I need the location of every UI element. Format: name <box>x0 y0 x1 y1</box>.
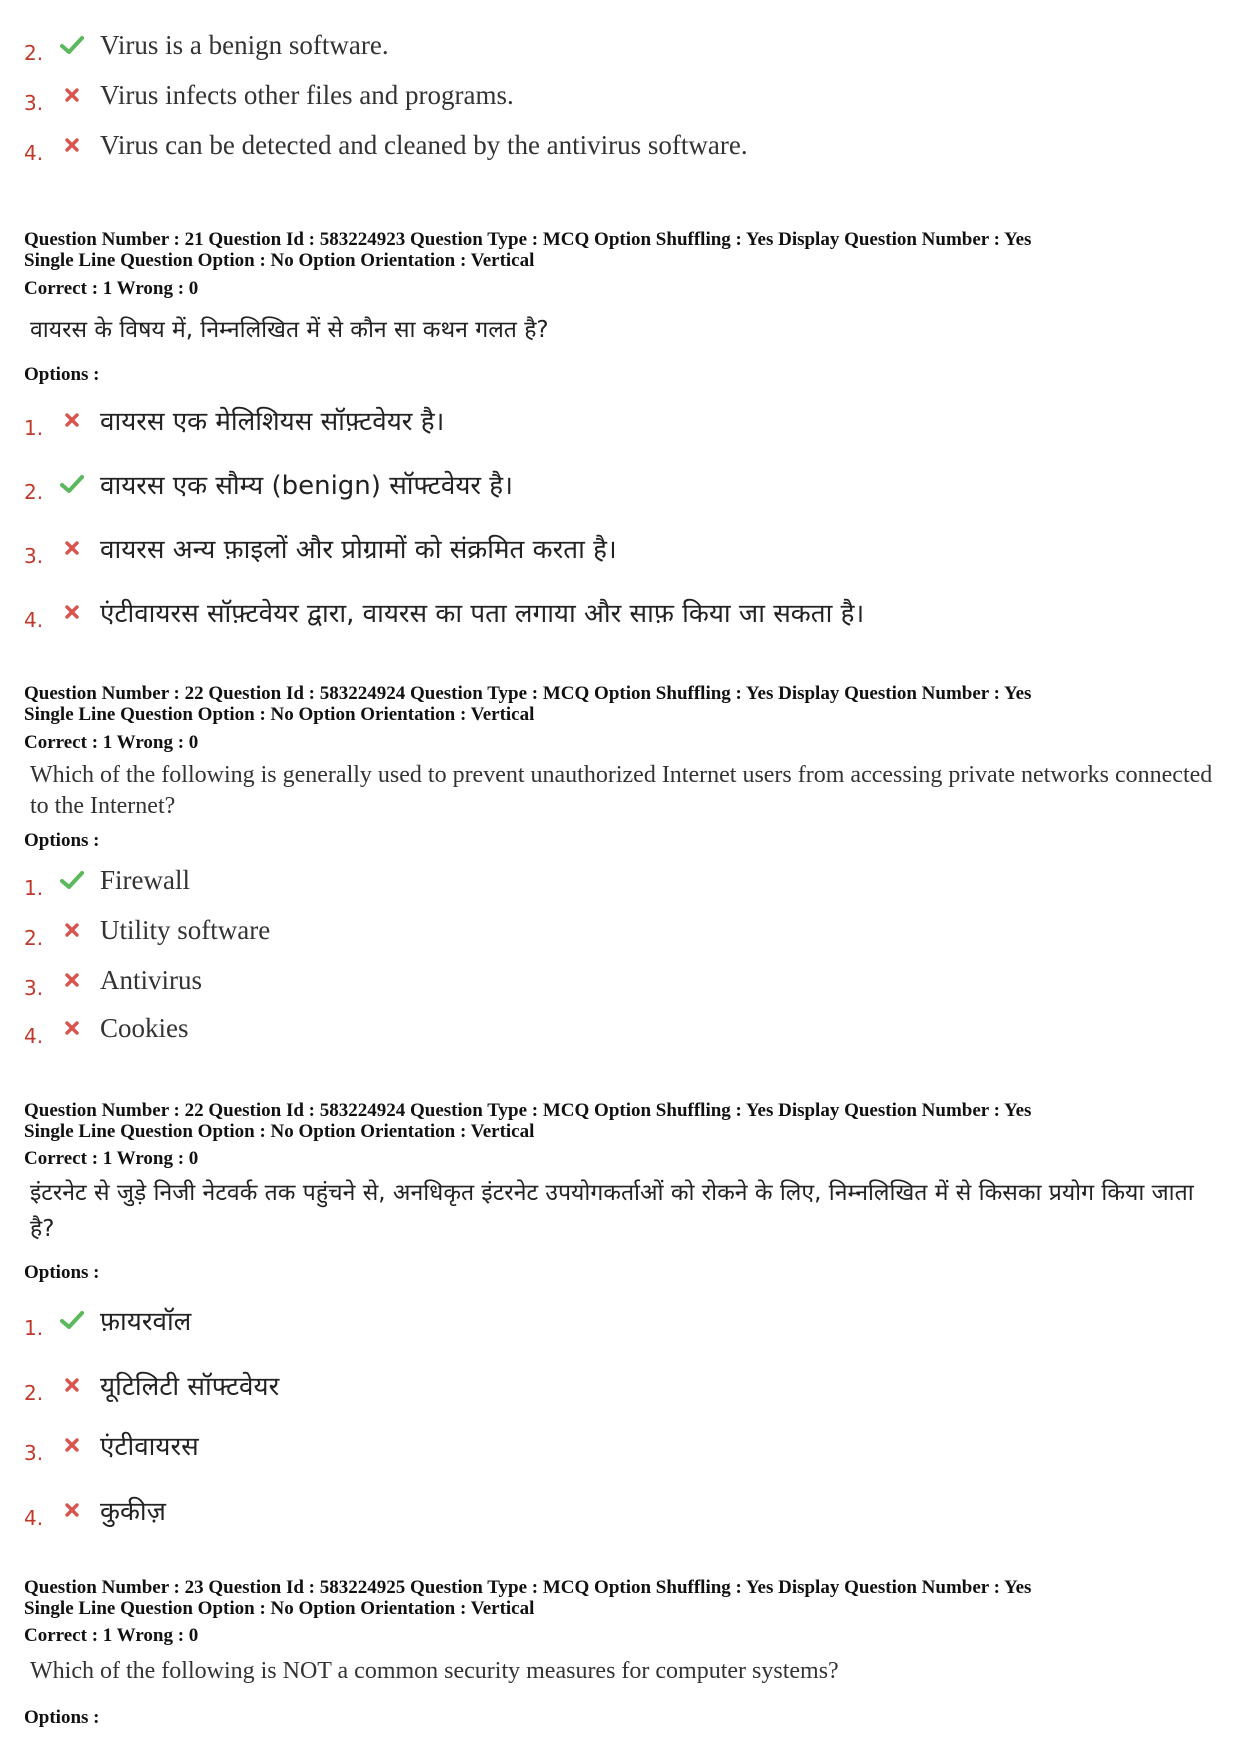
question-meta <box>24 1100 1031 1142</box>
options-label: Options : <box>24 364 100 385</box>
options-label: Options : <box>24 1707 100 1728</box>
option-number: 1. <box>24 1316 44 1340</box>
option-number: 2. <box>24 1381 44 1405</box>
option-number: 4. <box>24 141 44 165</box>
question-meta-line: Single Line Question Option : No Option Orientation : Vertical <box>24 704 535 725</box>
option-text: Antivirus <box>100 964 203 995</box>
cross-icon <box>52 412 92 428</box>
option-text: फ़ायरवॉल <box>100 1307 192 1337</box>
option-text: Virus is a benign software. <box>100 29 389 60</box>
option-text: वायरस एक मेलिशियस सॉफ़्टवेयर है। <box>100 407 445 437</box>
cross-icon <box>52 972 92 988</box>
cross-icon <box>52 87 92 103</box>
marks-label: Correct : 1 Wrong : 0 <box>24 278 199 299</box>
question-meta-line: Question Number : 21 Question Id : 583224923 Question Type : MCQ Option Shuffling : Yes Display Question Number : Yes <box>24 229 1032 250</box>
option-row <box>24 592 864 632</box>
option-text: एंटीवायरस <box>100 1432 199 1462</box>
option-number: 2. <box>24 41 44 65</box>
options-label: Options : <box>24 830 100 851</box>
option-text: Virus infects other files and programs. <box>100 79 514 110</box>
cross-icon <box>52 604 92 620</box>
option-number: 1. <box>24 416 44 440</box>
option-text: वायरस एक सौम्य (benign) सॉफ्टवेयर है। <box>100 471 513 501</box>
option-row <box>24 1008 189 1048</box>
option-number: 2. <box>24 480 44 504</box>
option-text: Cookies <box>100 1012 189 1043</box>
option-row <box>24 1490 166 1530</box>
question-meta-line: Single Line Question Option : No Option Orientation : Vertical <box>24 1598 535 1619</box>
option-number: 3. <box>24 544 44 568</box>
option-number: 4. <box>24 1506 44 1530</box>
cross-icon <box>52 922 92 938</box>
checkmark-icon <box>52 1310 92 1330</box>
question-text: इंटरनेट से जुड़े निजी नेटवर्क तक पहुंचने से, अनधिकृत इंटरनेट उपयोगकर्ताओं को रोकने के लिए, निम्नलिखित में से किसका प्रयोग किया जाता है? <box>30 1180 1194 1242</box>
cross-icon <box>52 137 92 153</box>
option-row <box>24 960 202 1000</box>
question-text: Which of the following is generally used to prevent unauthorized Internet users from accessing private networks connected to the Internet? <box>30 762 1213 819</box>
option-text: Firewall <box>100 864 190 895</box>
question-meta <box>24 229 1031 271</box>
checkmark-icon <box>52 870 92 890</box>
question-meta-line: Question Number : 22 Question Id : 583224924 Question Type : MCQ Option Shuffling : Yes Display Question Number : Yes <box>24 683 1032 704</box>
option-text: कुकीज़ <box>100 1497 166 1527</box>
option-row <box>24 464 513 504</box>
question-meta-line: Single Line Question Option : No Option Orientation : Vertical <box>24 1121 535 1142</box>
cross-icon <box>52 1437 92 1453</box>
option-text: यूटिलिटी सॉफ्टवेयर <box>100 1372 280 1402</box>
option-number: 3. <box>24 1441 44 1465</box>
marks-label: Correct : 1 Wrong : 0 <box>24 1148 199 1169</box>
marks-label: Correct : 1 Wrong : 0 <box>24 1625 199 1646</box>
options-label: Options : <box>24 1262 100 1283</box>
option-row <box>24 400 444 440</box>
cross-icon <box>52 1502 92 1518</box>
cross-icon <box>52 1020 92 1036</box>
checkmark-icon <box>52 474 92 494</box>
option-text: Utility software <box>100 914 271 945</box>
question-text: वायरस के विषय में, निम्नलिखित में से कौन सा कथन गलत है? <box>30 317 549 343</box>
question-meta-line: Question Number : 22 Question Id : 583224924 Question Type : MCQ Option Shuffling : Yes Display Question Number : Yes <box>24 1100 1032 1121</box>
question-meta <box>24 1577 1031 1619</box>
question-meta <box>24 683 1031 725</box>
option-row <box>24 528 617 568</box>
option-number: 4. <box>24 1024 44 1048</box>
option-row <box>24 860 190 900</box>
question-meta-line: Single Line Question Option : No Option Orientation : Vertical <box>24 250 535 271</box>
option-row <box>24 75 514 115</box>
option-number: 1. <box>24 876 44 900</box>
option-text: Virus can be detected and cleaned by the antivirus software. <box>100 129 748 160</box>
option-row <box>24 1365 279 1405</box>
cross-icon <box>52 1377 92 1393</box>
option-number: 3. <box>24 91 44 115</box>
marks-label: Correct : 1 Wrong : 0 <box>24 732 199 753</box>
question-meta-line: Question Number : 23 Question Id : 583224925 Question Type : MCQ Option Shuffling : Yes Display Question Number : Yes <box>24 1577 1032 1598</box>
option-row <box>24 1425 199 1465</box>
option-text: एंटीवायरस सॉफ़्टवेयर द्वारा, वायरस का पता लगाया और साफ़ किया जा सकता है। <box>100 599 865 629</box>
option-number: 4. <box>24 608 44 632</box>
cross-icon <box>52 540 92 556</box>
option-row <box>24 910 270 950</box>
checkmark-icon <box>52 35 92 55</box>
option-row <box>24 125 748 165</box>
option-number: 3. <box>24 976 44 1000</box>
option-number: 2. <box>24 926 44 950</box>
option-text: वायरस अन्य फ़ाइलों और प्रोग्रामों को संक्रमित करता है। <box>100 535 617 565</box>
option-row <box>24 1300 191 1340</box>
question-text: Which of the following is NOT a common security measures for computer systems? <box>30 1658 839 1684</box>
option-row <box>24 25 389 65</box>
